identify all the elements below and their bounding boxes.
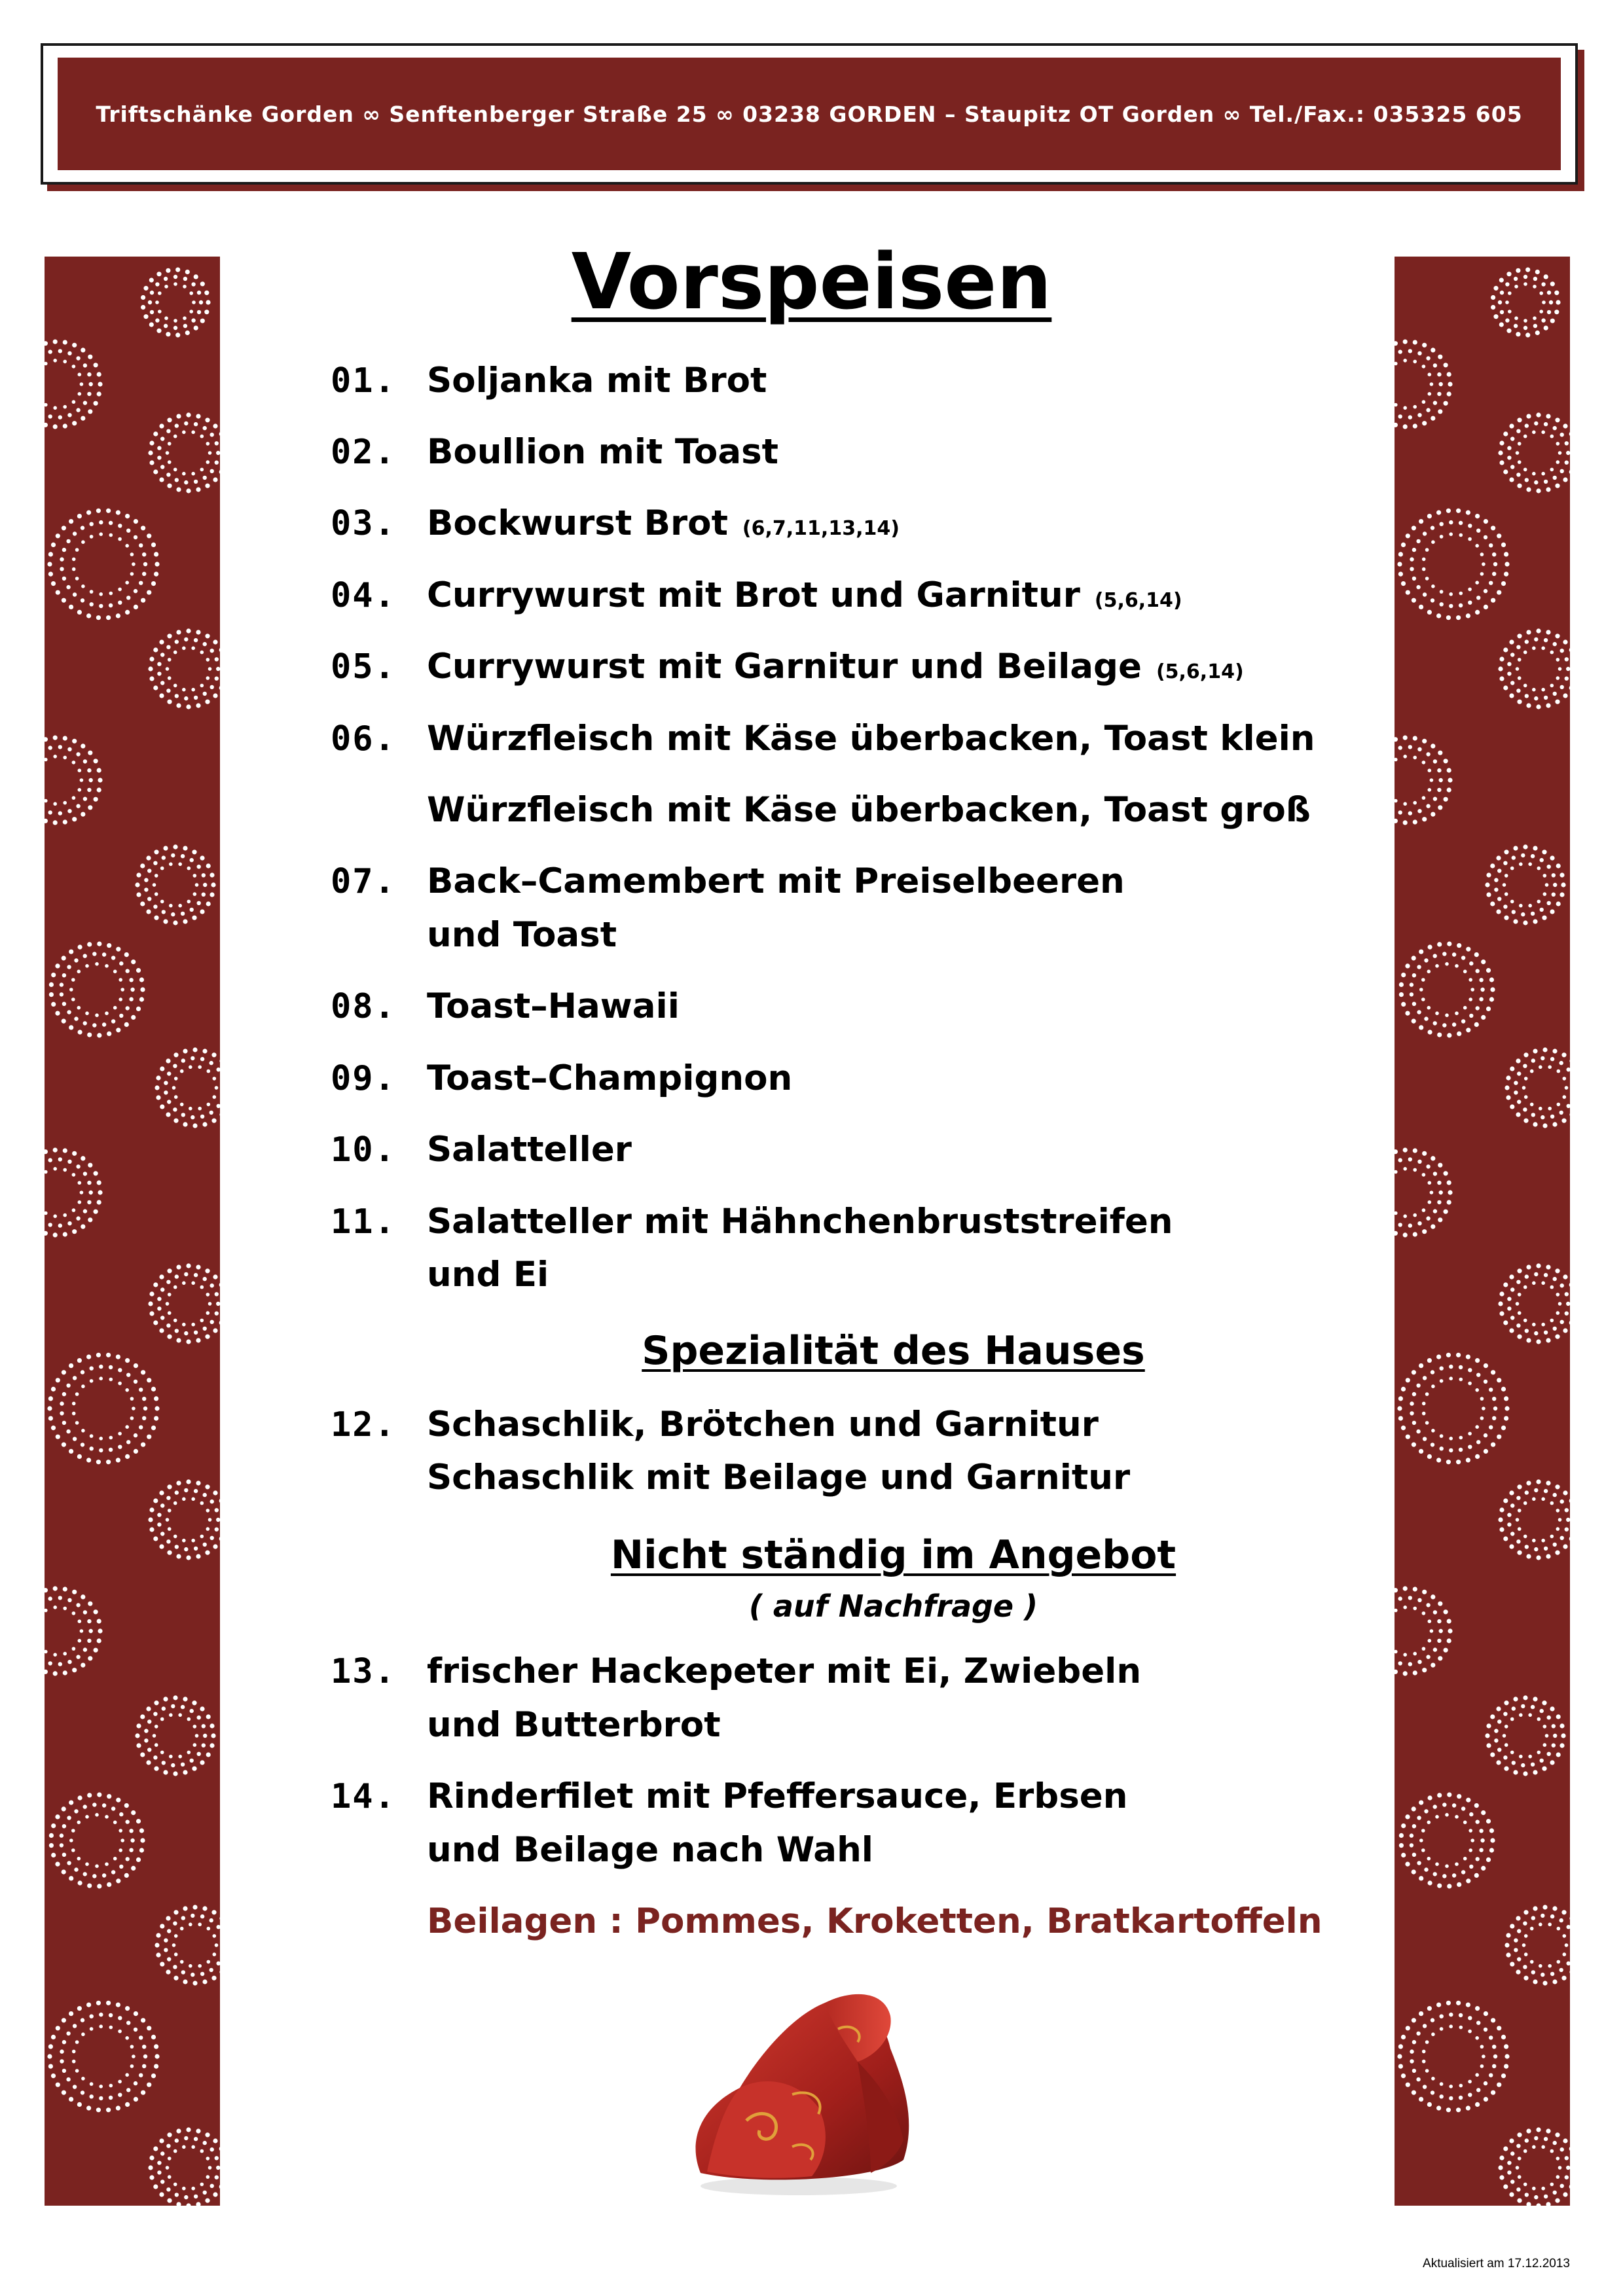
page-title [0, 236, 1623, 327]
dotted-circle [155, 1905, 220, 1985]
header-band [58, 58, 1561, 170]
item-text: Schaschlik mit Beilage und Garnitur [427, 1458, 1131, 1498]
menu-item-continued [0, 908, 1623, 962]
side-dishes-note: Beilagen : Pommes, Kroketten, Bratkartoffeln [427, 1901, 1322, 1941]
item-number: 06. [331, 719, 396, 759]
menu-item [0, 980, 1623, 1033]
item-text: Bockwurst Brot (6,7,11,13,14) [427, 503, 900, 543]
folded-napkin-icon [661, 1977, 943, 2199]
dotted-circle [1397, 2001, 1509, 2113]
item-text: und Toast [427, 915, 617, 955]
item-number: 02. [331, 433, 396, 472]
dotted-circle [148, 2127, 220, 2206]
dotted-circle [1498, 2127, 1570, 2206]
menu-item [0, 783, 1623, 837]
item-text: und Butterbrot [427, 1705, 721, 1745]
item-text: Currywurst mit Brot und Garnitur (5,6,14) [427, 575, 1182, 615]
item-text: und Ei [427, 1255, 549, 1295]
menu-item [0, 855, 1623, 908]
section-heading-specialty: Spezialität des Hauses [642, 1328, 1145, 1374]
menu-item-continued [0, 1823, 1623, 1877]
item-text: Schaschlik, Brötchen und Garnitur [427, 1405, 1099, 1444]
item-text: Salatteller [427, 1130, 632, 1170]
item-number: 14. [331, 1777, 396, 1816]
item-number: 09. [331, 1059, 396, 1098]
item-number: 04. [331, 576, 396, 615]
dotted-circle [47, 2001, 159, 2113]
item-number: 10. [331, 1130, 396, 1170]
item-text: Toast–Hawaii [427, 986, 680, 1026]
item-number: 03. [331, 504, 396, 543]
item-text: Toast–Champignon [427, 1058, 793, 1098]
dotted-circle [1504, 1905, 1570, 1985]
menu-item [0, 1770, 1623, 1823]
menu-item [0, 425, 1623, 479]
menu-item [0, 640, 1623, 694]
page-title-text: Vorspeisen [571, 236, 1052, 327]
menu-item [0, 1398, 1623, 1452]
item-number: 07. [331, 862, 396, 901]
menu-item [0, 497, 1623, 550]
menu-item-continued [0, 1451, 1623, 1505]
item-text: Würzfleisch mit Käse überbacken, Toast klein [427, 719, 1315, 759]
menu-item [0, 1195, 1623, 1249]
last-updated: Aktualisiert am 17.12.2013 [1423, 2257, 1570, 2270]
menu-item [0, 1645, 1623, 1698]
item-text: und Beilage nach Wahl [427, 1830, 873, 1870]
header-banner [41, 43, 1578, 185]
item-number: 05. [331, 647, 396, 687]
menu-item [0, 1123, 1623, 1177]
allergen-note: (5,6,14) [1156, 660, 1244, 683]
item-text: Soljanka mit Brot [427, 361, 767, 401]
allergen-note: (5,6,14) [1094, 589, 1182, 612]
item-text: Boullion mit Toast [427, 432, 778, 472]
item-text: Rinderfilet mit Pfeffersauce, Erbsen [427, 1776, 1128, 1816]
item-number: 01. [331, 361, 396, 401]
header-address: Triftschänke Gorden ∞ Senftenberger Straße 25 ∞ 03238 GORDEN – Staupitz OT Gorden ∞ Tel./Fax.: 035325 605 [96, 101, 1523, 127]
item-number: 13. [331, 1652, 396, 1691]
item-number: 08. [331, 987, 396, 1026]
allergen-note: (6,7,11,13,14) [742, 517, 900, 540]
menu-item [0, 354, 1623, 408]
section-subheading: ( auf Nachfrage ) [748, 1588, 1038, 1624]
item-text: frischer Hackepeter mit Ei, Zwiebeln [427, 1651, 1142, 1691]
menu-item [0, 712, 1623, 766]
item-number: 12. [331, 1405, 396, 1444]
menu-item [0, 569, 1623, 622]
item-text: Salatteller mit Hähnchenbruststreifen [427, 1202, 1173, 1242]
menu-item [0, 1052, 1623, 1105]
item-number: 11. [331, 1202, 396, 1242]
section-heading-not-always: Nicht ständig im Angebot [610, 1532, 1176, 1578]
menu-item-continued [0, 1698, 1623, 1752]
item-text: Back–Camembert mit Preiselbeeren [427, 861, 1125, 901]
item-text: Würzfleisch mit Käse überbacken, Toast groß [427, 790, 1311, 830]
menu-item-continued [0, 1248, 1623, 1302]
item-text: Currywurst mit Garnitur und Beilage (5,6,14) [427, 647, 1244, 687]
